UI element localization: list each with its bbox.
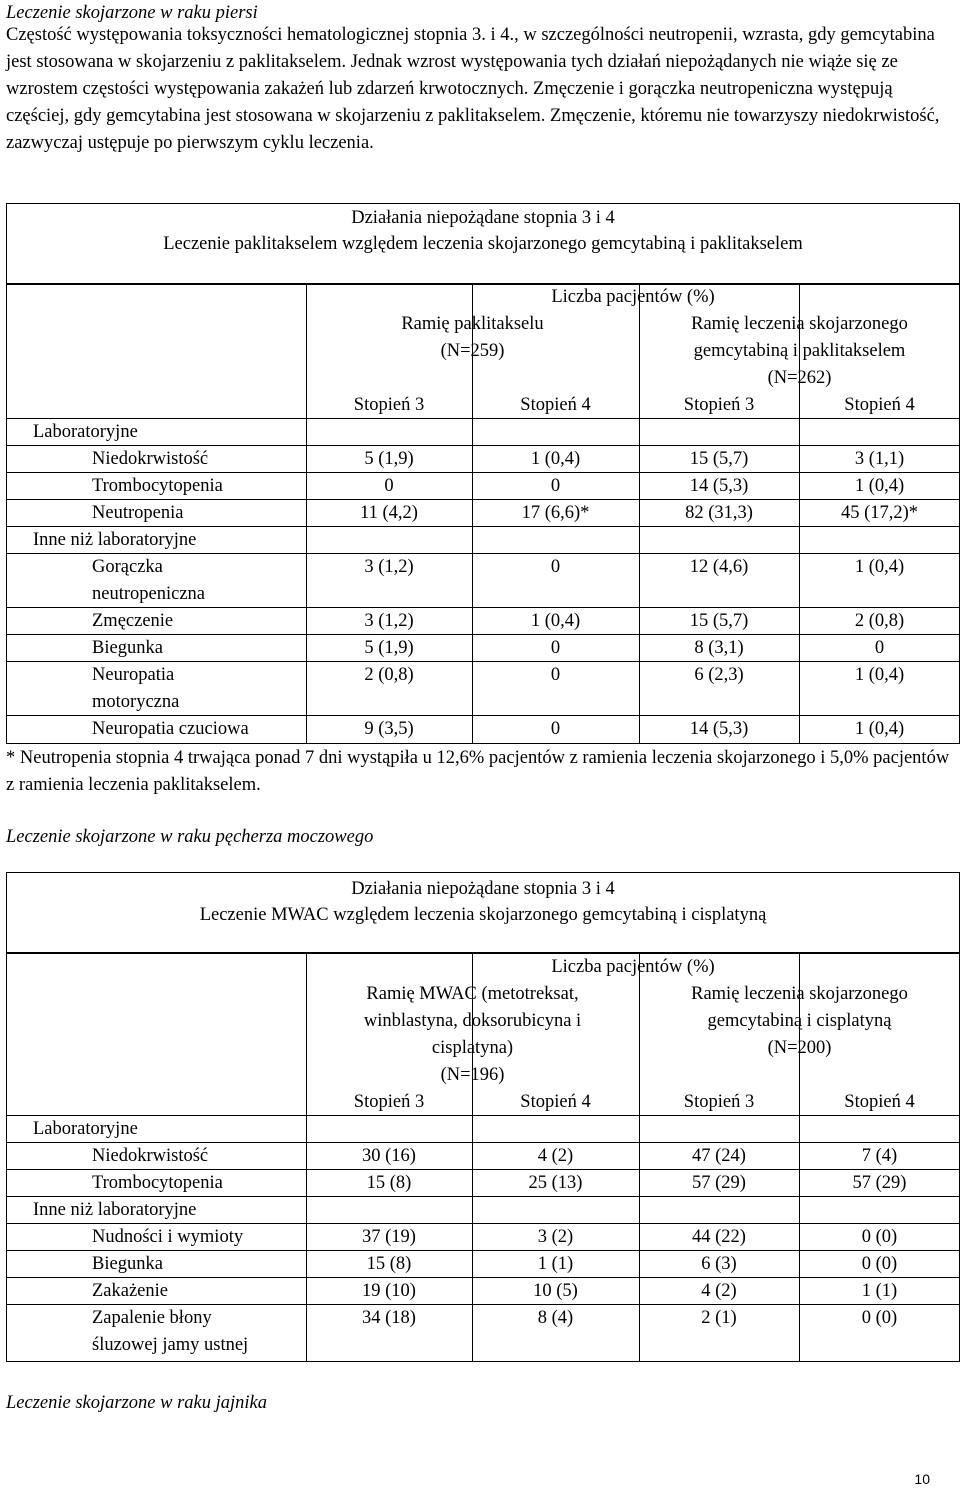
- table1-row-value: 0: [550, 665, 561, 685]
- table1-row-label: Biegunka: [92, 638, 163, 658]
- table1-row-value: 1 (0,4): [854, 665, 905, 685]
- table2-row-value: 37 (19): [362, 1227, 416, 1247]
- table2-row-label: Zakażenie: [92, 1281, 168, 1301]
- table2-row-label: Biegunka: [92, 1254, 163, 1274]
- table2-row-value: 0 (0): [861, 1308, 898, 1328]
- table2-row-value: 1 (1): [537, 1254, 574, 1274]
- table1-count-header: Liczba pacjentów (%): [551, 287, 715, 307]
- table1-row-label: Neuropatia: [92, 665, 175, 685]
- table1-arm2-header: gemcytabiną i paklitakselem: [693, 341, 906, 361]
- table2-row-value: 1 (1): [861, 1281, 898, 1301]
- table2-title2: Leczenie MWAC względem leczenia skojarzonego gemcytabiną i cisplatyną: [199, 905, 767, 925]
- table2-row-value: 0 (0): [861, 1227, 898, 1247]
- table1-row-label: motoryczna: [92, 692, 180, 712]
- table1-row-value: 1 (0,4): [854, 719, 905, 739]
- table1-row-value: 1 (0,4): [530, 611, 581, 631]
- table2-row-value: 2 (1): [701, 1308, 737, 1328]
- section-title-ovary: Leczenie skojarzone w raku jajnika: [6, 1393, 268, 1413]
- table1-row-value: 12 (4,6): [689, 557, 749, 577]
- table1-row-value: 1 (0,4): [530, 449, 581, 469]
- table1-arm1-header: Ramię paklitakselu: [401, 314, 544, 334]
- table1-row-value: 3 (1,1): [854, 449, 905, 469]
- table1-row-value: 15 (5,7): [689, 449, 749, 469]
- table1-row-label: Gorączka: [92, 557, 163, 577]
- table2-row-value: 4 (2): [537, 1146, 574, 1166]
- table2-row-label: Nudności i wymioty: [92, 1227, 244, 1247]
- section-title-breast: Leczenie skojarzone w raku piersi: [6, 3, 258, 23]
- table2-row-value: 0 (0): [861, 1254, 898, 1274]
- table2-title1: Działania niepożądane stopnia 3 i 4: [351, 879, 615, 899]
- table1-row-value: 3 (1,2): [364, 557, 414, 577]
- table1-row-value: 0: [384, 476, 394, 496]
- table1-footnote: * Neutropenia stopnia 4 trwająca ponad 7 dni wystąpiła u 12,6% pacjentów z ramienia leczenia skojarzonego i 5,0% pacjentów z ramienia leczenia paklitakselem.: [6, 748, 950, 795]
- table2-row-value: 47 (24): [692, 1146, 746, 1166]
- table2-grade-header: Stopień 4: [520, 1092, 591, 1112]
- table1-row-value: 15 (5,7): [689, 611, 749, 631]
- table2-grade-header: Stopień 4: [844, 1092, 915, 1112]
- table2-row-value: 34 (18): [362, 1308, 416, 1328]
- table1-row-value: 17 (6,6)*: [521, 503, 590, 523]
- table2-row-value: 15 (8): [366, 1254, 412, 1274]
- table1-row-label: Trombocytopenia: [92, 476, 223, 496]
- table1-arm2-header: (N=262): [767, 368, 832, 388]
- table1-row-value: 0: [874, 638, 885, 658]
- table1-row-value: 9 (3,5): [364, 719, 414, 739]
- table2-row-value: 15 (8): [366, 1173, 412, 1193]
- table1-row-value: 82 (31,3): [685, 503, 753, 523]
- table2-row-value: 10 (5): [533, 1281, 578, 1301]
- table1-row-value: 6 (2,3): [694, 665, 744, 685]
- table2-row-value: 57 (29): [852, 1173, 907, 1193]
- table1-title2: Leczenie paklitakselem względem leczenia skojarzonego gemcytabiną i paklitakselem: [163, 234, 803, 254]
- table1-row-value: 0: [550, 638, 561, 658]
- table2-arm2-header: Ramię leczenia skojarzonego: [691, 984, 908, 1004]
- table2-count-header: Liczba pacjentów (%): [551, 957, 715, 977]
- table1-grade-header: Stopień 3: [683, 395, 755, 415]
- table2-arm1-header: cisplatyna): [431, 1038, 514, 1058]
- table1-row-label: Neuropatia czuciowa: [92, 719, 249, 739]
- table1-group-nonlab: Inne niż laboratoryjne: [33, 530, 197, 550]
- table2-row-value: 57 (29): [692, 1173, 746, 1193]
- table1-row-value: 1 (0,4): [854, 557, 905, 577]
- table1-row-value: 11 (4,2): [360, 503, 418, 523]
- table1-grade-header: Stopień 4: [844, 395, 915, 415]
- table1-row-value: 3 (1,2): [364, 611, 414, 631]
- table2-row-label: Trombocytopenia: [92, 1173, 223, 1193]
- table2-arm2-header: (N=200): [767, 1038, 832, 1058]
- table1-row-label: Neutropenia: [92, 503, 184, 523]
- section-title-bladder: Leczenie skojarzone w raku pęcherza moczowego: [6, 827, 374, 847]
- table2-arm1-header: (N=196): [440, 1065, 505, 1085]
- table1-row-value: 5 (1,9): [364, 449, 414, 469]
- table1-title1: Działania niepożądane stopnia 3 i 4: [351, 208, 615, 228]
- table1-arm1-header: (N=259): [440, 341, 505, 361]
- table1-grade-header: Stopień 4: [520, 395, 591, 415]
- table1-row-value: 14 (5,3): [689, 476, 749, 496]
- table1-row-label: Niedokrwistość: [92, 449, 209, 469]
- table1-row-value: 1 (0,4): [854, 476, 905, 496]
- table1-row-value: 14 (5,3): [689, 719, 749, 739]
- table2-grade-header: Stopień 3: [683, 1092, 755, 1112]
- table1-row-label: neutropeniczna: [92, 584, 205, 604]
- table2-arm2-header: gemcytabiną i cisplatyną: [707, 1011, 892, 1031]
- table2-group-lab: Laboratoryjne: [33, 1119, 138, 1139]
- table2-grade-header: Stopień 3: [353, 1092, 425, 1112]
- section-text-breast: Częstość występowania toksyczności hematologicznej stopnia 3. i 4., w szczególności neutropenii, wzrasta, gdy gemcytabina jest stosowana w skojarzeniu z paklitakselem. Jednak wzrost występowania tych działań niepożądanych nie wiąże się ze wzrostem częstości występowania zakażeń lub zdarzeń krwotocznych. Zmęczenie i gorączka neutropeniczna występują częściej, gdy gemcytabina jest stosowana w skojarzeniu z paklitakselem. Zmęczenie, któremu nie towarzyszy niedokrwistość, zazwyczaj ustępuje po pierwszym cyklu leczenia.: [6, 25, 940, 153]
- table1-arm2-header: Ramię leczenia skojarzonego: [691, 314, 908, 334]
- table1-grade-header: Stopień 3: [353, 395, 425, 415]
- table1-row-value: 5 (1,9): [364, 638, 414, 658]
- table2-row-value: 25 (13): [528, 1173, 583, 1193]
- table1-row-label: Zmęczenie: [92, 611, 174, 631]
- table1-row-value: 2 (0,8): [854, 611, 905, 631]
- table2-arm1-header: winblastyna, doksorubicyna i: [363, 1011, 582, 1031]
- table1-group-lab: Laboratoryjne: [33, 422, 138, 442]
- table2-group-nonlab: Inne niż laboratoryjne: [33, 1200, 197, 1220]
- table2-row-label: Zapalenie błony: [92, 1308, 212, 1328]
- table2-row-label: Niedokrwistość: [92, 1146, 209, 1166]
- table2-row-value: 6 (3): [701, 1254, 737, 1274]
- table1-row-value: 8 (3,1): [694, 638, 744, 658]
- table2-row-value: 8 (4): [537, 1308, 574, 1328]
- table2-row-value: 4 (2): [701, 1281, 737, 1301]
- table2-row-value: 30 (16): [362, 1146, 416, 1166]
- page-number: 10: [914, 1471, 930, 1487]
- table2-row-value: 44 (22): [692, 1227, 746, 1247]
- table2-arm1-header: Ramię MWAC (metotreksat,: [366, 984, 579, 1004]
- table1-row-value: 0: [550, 719, 561, 739]
- table2-row-value: 19 (10): [362, 1281, 416, 1301]
- table2-row-value: 3 (2): [537, 1227, 574, 1247]
- table2-row-value: 7 (4): [861, 1146, 898, 1166]
- table1-row-value: 0: [550, 557, 561, 577]
- table2-row-label: śluzowej jamy ustnej: [92, 1335, 249, 1355]
- table1-row-value: 2 (0,8): [364, 665, 414, 685]
- table1-row-value: 45 (17,2)*: [840, 503, 919, 523]
- table1-row-value: 0: [550, 476, 561, 496]
